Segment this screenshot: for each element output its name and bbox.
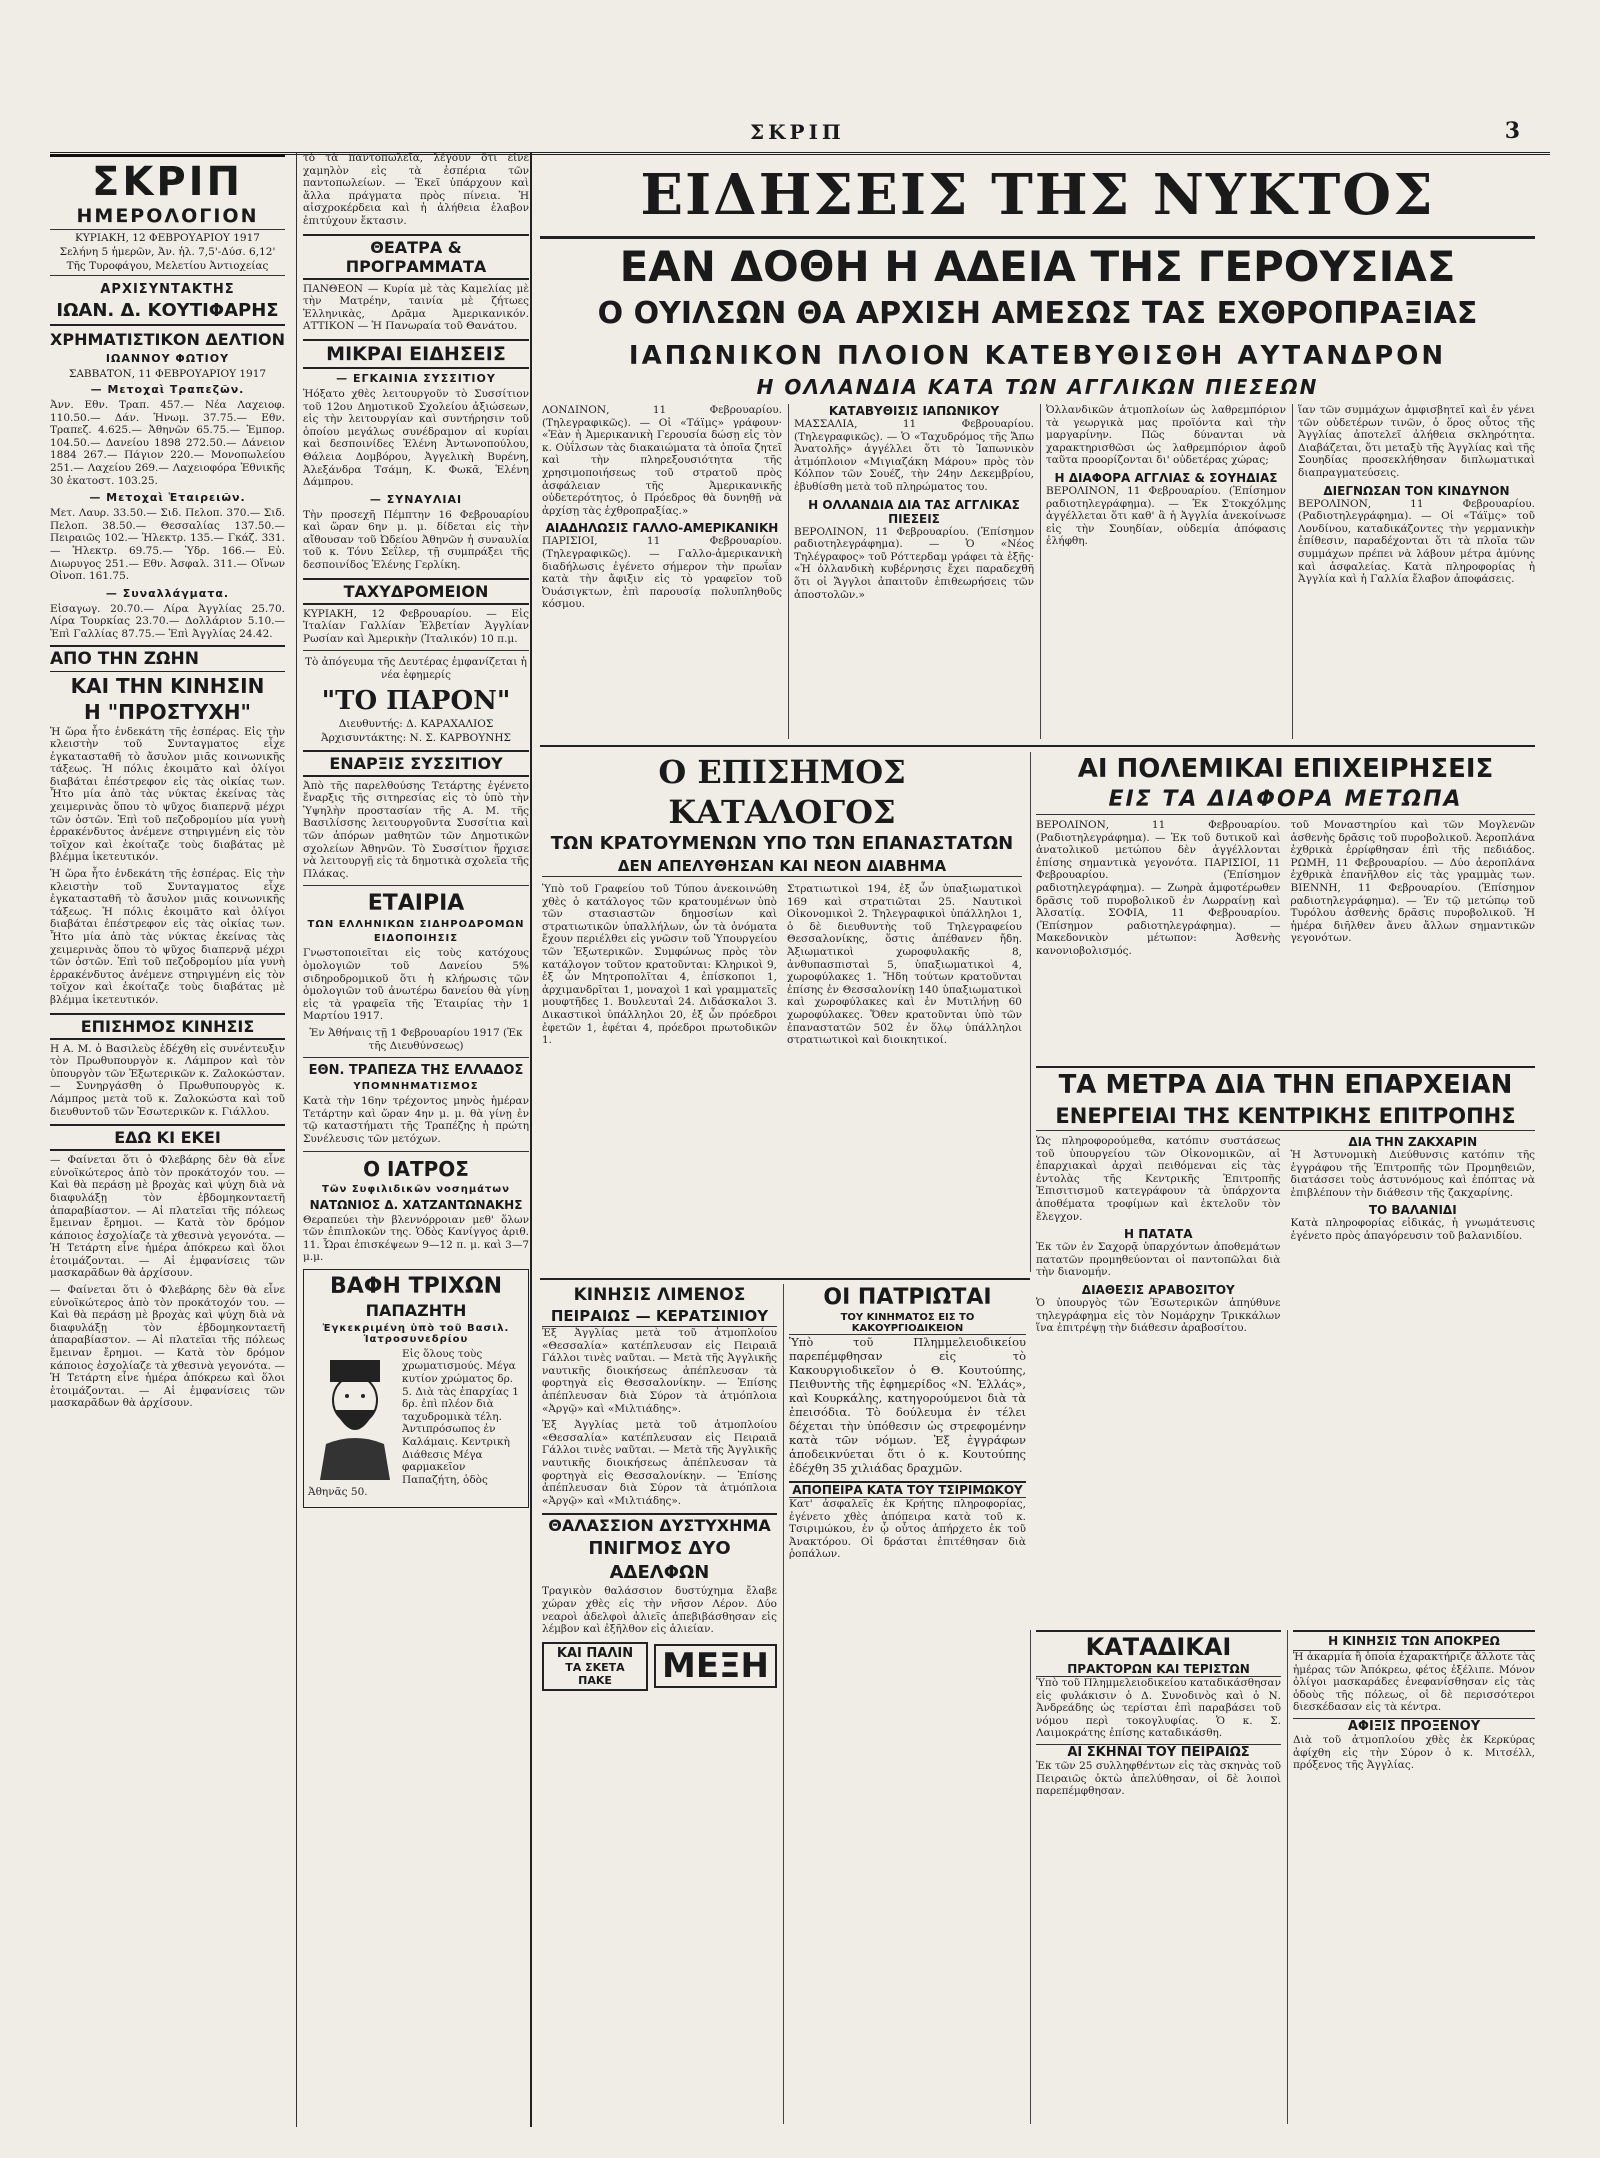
- doctor-name: ΝΑΤΩΝΙΟΣ Δ. ΧΑΤΖΑΝΤΩΝΑΚΗΣ: [309, 1197, 523, 1212]
- stats-sub-banks: — Μετοχαὶ Τραπεζῶν.: [90, 383, 245, 396]
- ad-brand: ΜΕΞΗ: [654, 1644, 777, 1688]
- stats-exchange: Εἰσαγωγ. 20.70.— Λίρα Ἀγγλίας 25.70. Λίρα Τουρκίας 23.70.— Δολλάριον 5.10.— Ἐπὶ Γαλλίας 87.75.— Ἐπὶ Ἀγγλίας 24.42.: [50, 602, 285, 640]
- almanac-saint: Τῆς Τυροφάγου, Μελετίου Ἀντιοχείας: [50, 260, 285, 276]
- stats-title: ΧΡΗΜΑΤΙΣΤΙΚΟΝ ΔΕΛΤΙΟΝ: [50, 330, 285, 349]
- main-banner: ΕΙΔΗΣΕΙΣ ΤΗΣ ΝΥΚΤΟΣ: [640, 162, 1435, 228]
- port-text-2: Ἐξ Ἀγγλίας μετὰ τοῦ ἀτμοπλοίου «Θεσσαλία» κατέπλευσαν εἰς Πειραιᾶ Γάλλοι τινὲς ναῦται. — Μετὰ τῆς Ἀγγλικῆς ναυτικῆς διοικήσεως ἀπέπλευσαν τὰ φορτηγὰ εἰς Θεσσαλονίκην. — Ἐπίσης ἀπέπλευσαν διὰ Σύρον τὰ ἀτμόπλοια «Ἀργῷ» καὶ «Μιλτιάδης».: [542, 1419, 777, 1507]
- concerts-text: Τὴν προσεχῆ Πέμπτην 16 Φεβρουαρίου καὶ ὥραν 6ην μ. μ. δίδεται εἰς τὴν αἴθουσαν τοῦ Ὠδείου Ἀθηνῶν ἡ συναυλία τοῦ κ. Τόνυ Σεΐλερ, τῇ συμπράξει τῆς δεσποινίδος Ἐλένης Γερλίκη.: [303, 508, 529, 572]
- ad-box: [542, 1642, 648, 1691]
- soup-head: ΕΝΑΡΞΙΣ ΣΥΣΣΙΤΙΟΥ: [303, 750, 529, 777]
- war-text-2: τοῦ Μοναστηρίου καὶ τῶν Μογλενῶν ἀσθενὴς δρᾶσις τοῦ πυροβολικοῦ. Ἀεροπλάνα ἐχθρικὰ ἐρρίφθησαν ἐπὶ τῆς πεδιάδος. ΡΩΜΗ, 11 Φεβρουαρίου. — Δύο ἀεροπλάνα ἐχθρικὰ ἐπανῆλθον εἰς τὰς γραμμὰς των. ΒΙΕΝΝΗ, 11 Φεβρουαρίου. (Ἐπίσημον ραδιοτηλεγράφημα). — Ἐν τῷ μετώπῳ τοῦ Τυρόλου ἀσθενὴς δρᾶσις πυροβολικοῦ. Ἡ ἡμέρα διῆλθεν ἄνευ ἄλλων σημαντικῶν γεγονότων.: [1290, 819, 1535, 945]
- provinces-head-1: ΤΑ ΜΕΤΡΑ ΔΙΑ ΤΗΝ ΕΠΑΡΧΕΙΑΝ: [1036, 1066, 1535, 1102]
- stats-banks: Ἀνν. Εθν. Τραπ. 457.— Νέα Λαχειοφ. 110.50.— Δάν. Ἠνωμ. 37.75.— Εθν. Τραπεζ. 4.625.— Ἀθηνῶν 65.75.— Ἐμπορ. 104.50.— Δανείου 1898 272.50.— Δάνειον 1884 267.— Πάγιον 220.— Μονοπωλείου 251.— Λαχείου 269.— Λαχειοφόρα Ἐθνικῆς 30 ἑκατοστ. 103.25.: [50, 399, 285, 487]
- doctor-text: Θεραπεύει τὴν βλεννόρροιαν μεθ' ὅλων τῶν ἐπιπλοκῶν της. Ὁδὸς Κανίγγος ἀριθ. 11. Ὧραι ἐπισκέψεων 9—12 π. μ. καὶ 3—7 μ.μ.: [303, 1213, 529, 1264]
- article-demo-head: ΑΙΑΔΗΛΩΣΙΣ ΓΑΛΛΟ-ΑΜΕΡΙΚΑΝΙΚΗ: [545, 521, 779, 536]
- war-head-1: ΑΙ ΠΟΛΕΜΙΚΑΙ ΕΠΙΧΕΙΡΗΣΕΙΣ: [1077, 754, 1494, 784]
- stats-companies: Μετ. Λαυρ. 33.50.— Σιδ. Πελοπ. 370.— Σιδ. Πελοπ. 38.50.— Θεσσαλίας 137.50.— Πειραιῶς 102.— Ἡλεκτρ. 135.— Γκάζ. 331.— Ἡλεκτρ. 69.75.— Ὑδρ. 166.— Εὐ. Διωρυγος 251.— Εθν. Ἀσφαλ. 311.— Οἴνων Οἰνοπ. 161.75.: [50, 507, 285, 583]
- convictions-head: ΚΑΤΑΔΙΚΑΙ: [1036, 1630, 1281, 1662]
- carnival-head: Η ΚΙΝΗΣΙΣ ΤΩΝ ΑΠΟΚΡΕΩ: [1293, 1630, 1535, 1651]
- article-official-list: [542, 752, 1022, 1272]
- almanac-title: ΣΚΡΙΠ: [50, 154, 285, 203]
- paron-director: Διευθυντής: Δ. ΚΑΡΑΧΑΛΙΟΣ: [338, 717, 494, 730]
- saccharin-text: Ἡ Ἀστυνομικὴ Διεύθυνσις κατόπιν τῆς ἐγγράφου τῆς Ἐπιτροπῆς τῶν Προμηθειῶν, διατάσσει τοὺς ἀστυνόμους καὶ ἐπόπτας νὰ ἐπιβλέπουν τὴν διάθεσιν τῆς ζακχαρίνης.: [1290, 1149, 1535, 1199]
- potato-head: Η ΠΑΤΑΤΑ: [1124, 1227, 1193, 1242]
- article-japan-ship: [794, 404, 1034, 739]
- acorn-head: ΤΟ ΒΑΛΑΝΙΔΙ: [1368, 1203, 1457, 1218]
- ad-line-1: ΚΑΙ ΠΑΛΙΝ: [556, 1645, 634, 1661]
- consul-head: ΑΦΙΞΙΣ ΠΡΟΞΕΝΟΥ: [1293, 1718, 1535, 1734]
- company-text: Γνωστοποιεῖται εἰς τοὺς κατόχους ὁμολογιῶν τοῦ Δανείου 5% σιδηροδρομικοῦ ὅτι ἡ κλήρωσις τῶν ὁμολογιῶν τοῦ ἀνωτέρω δανείου θὰ γίνῃ εἰς τὰ γραφεῖα τῆς Ἑταιρίας τὴν 1 Μαρτίου 1917.: [303, 947, 529, 1023]
- editor-label: ΑΡΧΙΣΥΝΤΑΚΤΗΣ: [100, 282, 235, 297]
- movement-head: ΕΠΙΣΗΜΟΣ ΚΙΝΗΣΙΣ: [50, 1013, 285, 1040]
- article-patriots: [789, 1284, 1026, 2124]
- sea-accident-head-2: ΠΝΙΓΜΟΣ ΔΥΟ ΑΔΕΛΦΩΝ: [588, 1538, 731, 1584]
- article-dutch: [1046, 404, 1286, 739]
- article-japan-text: ΜΑΣΣΑΛΙΑ, 11 Φεβρουαρίου. (Τηλεγραφικῶς). — Ὁ «Ταχυδρόμος τῆς Ἄπω Ἀνατολῆς» ἀγγέλλει ὅτι τὸ Ἰαπωνικὸν ἀτμόπλοιον «Μιγιαζάκη Μάρου» πρὸς τὸν Κόλπον τῶν Σουέζ, τὴν 24ην Δεκεμβρίου, ἐβυθίσθη μετὰ τοῦ πληρώματος του.: [794, 418, 1034, 493]
- piraeus-scenes-head: ΑΙ ΣΚΗΝΑΙ ΤΟΥ ΠΕΙΡΑΙΩΣ: [1036, 1744, 1281, 1760]
- hair-dye-ad: [303, 1269, 529, 1508]
- column-1: [50, 152, 285, 2127]
- acorn-text: Κατὰ πληροφορίας εἰδικάς, ἡ γνωμάτευσις ἐγένετο πρὸς ἀπαγόρευσιν τοῦ βαλανιδίου.: [1290, 1217, 1535, 1242]
- article-danger: [1298, 404, 1535, 739]
- list-head-1: Ο ΕΠΙΣΗΜΟΣ ΚΑΤΑΛΟΓΟΣ: [658, 753, 906, 831]
- war-text-1: ΒΕΡΟΛΙΝΟΝ, 11 Φεβρουαρίου. (Ραδιοτηλεγράφημα). — Ἐκ τοῦ δυτικοῦ καὶ ἀνατολικοῦ μετώπου δὲν ἀγγέλλονται ἐπίσης σημαντικὰ γεγονότα. ΠΑΡΙΣΙΟΙ, 11 Φεβρουαρίου. (Ἐπίσημον ραδιοτηλεγράφημα). — Ζωηρὰ ἀμφοτέρωθεν δρᾶσις τοῦ πυροβολικοῦ ἐν Λωρραίνῃ καὶ Ἀλσατίᾳ. ΣΟΦΙΑ, 11 Φεβρουαρίου. (Ἐπίσημον ραδιοτηλεγράφημα). — Μακεδονικὸν μέτωπον: Ἀσθενὴς κανονιοβολισμός.: [1036, 819, 1281, 957]
- column-rule: [530, 152, 532, 2127]
- portrait-illustration: [312, 1352, 398, 1480]
- ad-line-2: ΤΑ ΣΚΕΤΑ ΠΑΚΕ: [565, 1660, 625, 1687]
- headline-4: Η ΟΛΛΑΝΔΙΑ ΚΑΤΑ ΤΩΝ ΑΓΓΛΙΚΩΝ ΠΙΕΣΕΩΝ: [756, 375, 1319, 399]
- list-text-1: Ὑπὸ τοῦ Γραφείου τοῦ Τύπου ἀνεκοινώθη χθὲς ὁ κατάλογος τῶν κρατουμένων ὑπὸ τῶν στασιαστῶν δημοσίων καὶ στρατιωτικῶν ὑπαλλήλων, ὧν τὰ ὀνόματα ἔχουν περιέλθει εἰς γνῶσιν τοῦ Ὑπουργείου τῶν Ἐξωτερικῶν. Συμφώνως πρὸς τὸν κατάλογον τοῦτον κρατοῦνται: Κληρικοὶ 9, ἐξ ὧν Μητροπολῖται 4, ἐπίσκοποι 1, ἀρχιμανδρῖται 1, μοναχοὶ 1 καὶ γραμματεῖς μουφτῆδες 1. Βουλευταὶ 24. Διδάσκαλοι 3. Δικαστικοὶ ὑπάλληλοι 20, ἐξ ὧν πρόεδροι ἐφετῶν 1, ἐφέται 4, πρόεδροι πρωτοδικῶν 1.: [542, 883, 777, 1047]
- post-head: ΤΑΧΥΔΡΟΜΕΙΟΝ: [303, 578, 529, 605]
- article-dutch-text: Ὀλλανδικῶν ἀτμοπλοίων ὡς λαθρεμπόριον τὰ γεωργικὰ μας προϊόντα καὶ τὴν μαργαρίνην. Πῶς δύνανται νὰ χαρακτηρισθῶσι ὡς λαθρεμπόριον ἀφοῦ ταῦτα προορίζονται δι' οὐδετέρας χώρας;: [1046, 404, 1286, 467]
- article-danger-intro: ἵαν τῶν συμμάχων ἀμφισβητεῖ καὶ ἐν γένει τῶν οὐδετέρων τινῶν, ὁ ὅρος οὗτος τῆς Ἀγγλίας ἀποτελεῖ ἀλήθεια σκληρότητα. Διαβάζεται, ὅτι μεταξὺ τῆς Ἀγγλίας καὶ τῆς Σουηδίας προσεκλήθησαν διπλωματικαὶ διαπραγματεύσεις.: [1298, 404, 1535, 479]
- article-war: [1036, 752, 1535, 1062]
- corn-head: ΔΙΑΘΕΣΙΣ ΑΡΑΒΟΣΙΤΟΥ: [1081, 1282, 1235, 1297]
- article-holland-head: Η ΟΛΛΑΝΔΙΑ ΔΙΑ ΤΑΣ ΑΓΓΛΙΚΑΣ ΠΙΕΣΕΙΣ: [808, 497, 1020, 526]
- hair-dye-sub: Ἐγκεκριμένη ὑπὸ τοῦ Βασιλ. Ἰατροσυνεδρίου: [322, 1322, 510, 1345]
- list-head-2: ΤΩΝ ΚΡΑΤΟΥΜΕΝΩΝ ΥΠΟ ΤΩΝ ΕΠΑΝΑΣΤΑΤΩΝ: [550, 833, 1014, 854]
- stats-by: ΙΩΑΝΝΟΥ ΦΩΤΙΟΥ: [105, 352, 230, 365]
- almanac-moon: Σελήνη 5 ἡμερῶν, Ἀν. ἡλ. 7,5'-Δύσ. 6,12': [59, 246, 276, 258]
- convictions-text: Ὑπὸ τοῦ Πλημμελειοδικείου καταδικάσθησαν εἰς φυλάκισιν ὁ Δ. Συνοδινὸς καὶ ὁ Ν. Ἀνδρεάδης ὡς τερίσται ἐπὶ παραβάσει τοῦ νόμου περὶ τοκογλυφίας. Ὁ κ. Σ. Λαιμοκράτης ἐπίσης καταδικάσθη.: [1036, 1677, 1281, 1740]
- running-header: [50, 112, 1550, 155]
- port-head-1: ΚΙΝΗΣΙΣ ΛΙΜΕΝΟΣ: [573, 1285, 746, 1305]
- company-head: ΕΤΑΙΡΙΑ: [367, 891, 465, 917]
- article-sweden-head: Η ΔΙΑΦΟΡΑ ΑΓΓΛΙΑΣ & ΣΟΥΗΔΙΑΣ: [1054, 470, 1278, 485]
- life-text-continued: Ἡ ὥρα ἦτο ἐνδεκάτη τῆς ἑσπέρας. Εἰς τὴν κλειστὴν τοῦ Συνταγματος εἶχε ἐγκατασταθῆ τὸ ἄσυλον μιᾶς κοινωνικῆς τάξεως. Ἡ πόλις ἐκοιμᾶτο καὶ ὁλίγοι διαβάται ἐπέστρεφον εἰς τὰς οἰκίας των. Ἦτο μία ἀπὸ τὰς νύκτας ἐκείνας τὰς χειμερινὰς ὅπου τὸ ψῦχος διαπερνᾷ μέχρι τῶν ὀστῶν. Ἐπὶ τοῦ πεζοδρομίου μία γυνὴ ἐρρακένδυτος ἀνέμενε στηριγμένη εἰς τὸν τοῖχον καὶ ἐκοίταζε τοὺς διαβάτας μὲ βλέμμα ἱκετευτικόν.: [50, 868, 285, 1006]
- small-news-sub: — ΕΓΚΑΙΝΙΑ ΣΥΣΣΙΤΙΟΥ: [336, 371, 496, 385]
- consul-text: Διὰ τοῦ ἀτμοπλοίου χθὲς ἐκ Κερκύρας ἀφίχθη εἰς τὴν Σύρον ὁ κ. Μιτσέλλ, πρόξενος τῆς Ἀγγλίας.: [1293, 1733, 1535, 1772]
- attempt-head: ΑΠΟΠΕΙΡΑ ΚΑΤΑ ΤΟΥ ΤΣΙΡΙΜΩΚΟΥ: [789, 1481, 1026, 1498]
- hair-dye-head: ΒΑΦΗ ΤΡΙΧΩΝ: [330, 1273, 502, 1299]
- port-head-2: ΠΕΙΡΑΙΩΣ — ΚΕΡΑΤΣΙΝΙΟΥ: [542, 1306, 777, 1327]
- stats-sub-exchange: — Συναλλάγματα.: [105, 586, 230, 600]
- list-text-2: Στρατιωτικοὶ 194, ἐξ ὧν ὑπαξιωματικοὶ 169 καὶ στρατιῶται 25. Ναυτικοὶ Οἰκονομικοὶ 2. Τηλεγραφικοὶ ὑπάλληλοι 1, ὁ δὲ διευθυντὴς τοῦ Τηλεγραφείου Θεσσαλονίκης, ὅστις ἀπέθανεν ἤδη. Ἀξιωματικοὶ χωροφυλακῆς 8, ἀνθυπασπισταὶ 5, ὑπαξιωματικοὶ 4, χωροφύλακες 1. Ἤδη τούτων κρατοῦνται ἐπίσης ἐν Θεσσαλονίκῃ 140 ὑπαξιωματικοὶ καὶ χωροφύλακες καὶ ἐν Μυτιλήνῃ 60 χωροφύλακες. Ὅθεν κρατοῦνται ὑπὸ τῶν ἐπαναστατῶν 502 ἐν ὅλῳ ὑπάλληλοι στρατιωτικοὶ καὶ διοικητικοί.: [787, 883, 1022, 1047]
- article-port: [542, 1284, 777, 2124]
- company-sign: Ἐν Ἀθήναις τῇ 1 Φεβρουαρίου 1917 (Ἐκ τῆς Διευθύνσεως): [309, 1026, 523, 1052]
- saccharin-head: ΔΙΑ ΤΗΝ ΖΑΚΧΑΡΙΝ: [1348, 1135, 1478, 1149]
- programs-head: ΘΕΑΤΡΑ & ΠΡΟΓΡΑΜΜΑΤΑ: [303, 234, 529, 280]
- war-head-2: ΕΙΣ ΤΑ ΔΙΑΦΟΡΑ ΜΕΤΩΠΑ: [1036, 786, 1535, 815]
- small-news-head: ΜΙΚΡΑΙ ΕΙΔΗΣΕΙΣ: [303, 339, 529, 369]
- paron-intro: Τὸ ἀπόγευμα τῆς Δευτέρας ἐμφανίζεται ἡ νέα ἐφημερίς: [305, 656, 527, 682]
- here-there-head: ΕΔΩ ΚΙ ΕΚΕΙ: [50, 1124, 285, 1151]
- port-text: Ἐξ Ἀγγλίας μετὰ τοῦ ἀτμοπλοίου «Θεσσαλία» κατέπλευσαν εἰς Πειραιᾶ Γάλλοι τινὲς ναῦται. — Μετὰ τῆς Ἀγγλικῆς ναυτικῆς διοικήσεως ἀπέπλευσαν τὰ φορτηγὰ εἰς Θεσσαλονίκην. — Ἐπίσης ἀπέπλευσαν διὰ Σύρον τὰ ἀτμόπλοια «Ἀργῷ» καὶ «Μιλτιάδης».: [542, 1327, 777, 1415]
- company-sub: ΤΩΝ ΕΛΛΗΝΙΚΩΝ ΣΙΔΗΡΟΔΡΟΜΩΝ: [307, 919, 525, 931]
- convictions-sub: ΠΡΑΚΤΟΡΩΝ ΚΑΙ ΤΕΡΙΣΤΩΝ: [1036, 1662, 1281, 1677]
- doctor-sub: Τῶν Συφιλιδικῶν νοσημάτων: [322, 1183, 510, 1195]
- editor-name: ΙΩΑΝ. Δ. ΚΟΥΤΙΦΑΡΗΣ: [50, 300, 285, 326]
- life-text: Ἡ ὥρα ἦτο ἐνδεκάτη τῆς ἑσπέρας. Εἰς τὴν κλειστὴν τοῦ Συνταγματος εἶχε ἐγκατασταθῆ τὸ ἄσυλον μιᾶς κοινωνικῆς τάξεως. Ἡ πόλις ἐκοιμᾶτο καὶ ὁλίγοι διαβάται ἐπέστρεφον εἰς τὰς οἰκίας των. Ἦτο μία ἀπὸ τὰς νύκτας ἐκείνας τὰς χειμερινὰς ὅπου τὸ ψῦχος διαπερνᾷ μέχρι τῶν ὀστῶν. Ἐπὶ τοῦ πεζοδρομίου μία γυνὴ ἐρρακένδυτος ἀνέμενε στηριγμένη εἰς τὸν τοῖχον καὶ ἐκοίταζε τοὺς διαβάτας μὲ βλέμμα ἱκετευτικόν.: [50, 725, 285, 864]
- article-danger-text: ΒΕΡΟΛΙΝΟΝ, 11 Φεβρουαρίου. (Ραδιοτηλεγράφημα). — Οἱ «Τάϊμς» τοῦ Λονδίνου, καταδικάζοντες τὴν γερμανικὴν ἐπίθεσιν, παραδέχονται ὅτι τὰ πλοῖα τῶν συμμάχων πρέπει νὰ λάβουν μέτρα ἀμύνης καὶ ἀσφαλείας. Κατὰ πληροφορίας ἡ Ἀγγλία καὶ ἡ Γαλλία ἔλαβον ἀποφάσεις.: [1298, 497, 1535, 586]
- patriots-sub: ΤΟΥ ΚΙΝΗΜΑΤΟΣ ΕΙΣ ΤΟ ΚΑΚΟΥΡΓΙΟΔΙΚΕΙΟΝ: [789, 1312, 1026, 1335]
- provinces-text: Ὡς πληροφορούμεθα, κατόπιν συστάσεως τοῦ ὑπουργείου τῶν Οἰκονομικῶν, αἱ ἐπαρχιακαὶ ἀρχαὶ πειθόμεναι εἰς τὰς ἐντολὰς τῆς Κεντρικῆς Ἐπιτροπῆς Ἐπισιτισμοῦ κατεγράφουν τὰ ὑπάρχοντα ἀποθέματα τροφίμων καὶ ἐκτελοῦν τὸν ἔλεγχον.: [1036, 1135, 1281, 1223]
- almanac-subtitle: ΗΜΕΡΟΛΟΓΙΟΝ: [76, 205, 259, 227]
- life-title: ΚΑΙ ΤΗΝ ΚΙΝΗΣΙΝ: [70, 673, 265, 698]
- hair-dye-text: Εἰς ὅλους τοὺς χρωματισμούς. Μέγα κυτίον χρώματος δρ. 5. Διὰ τὰς ἐπαρχίας 1 δρ. ἐπὶ πλέον διὰ ταχυδρομικὰ τέλη. Ἀντιπρόσωπος ἐν Καλάμαις. Κεντρικὴ Διάθεσις Μέγα φαρμακεῖον Παπαζήτη, ὁδὸς Ἀθηνᾶς 50.: [308, 1347, 519, 1499]
- almanac-date: ΚΥΡΙΑΚΗ, 12 ΦΕΒΡΟΥΑΡΙΟΥ 1917: [50, 229, 285, 244]
- post-text: ΚΥΡΙΑΚΗ, 12 Φεβρουαρίου. — Εἰς Ἰταλίαν Γαλλίαν Ἑλβετίαν Ἀγγλίαν Ρωσίαν καὶ Ἀμερικὴν (Ἰταλικόν) 10 π.μ.: [303, 607, 529, 645]
- paper-name: ΣΚΡΙΠ: [750, 120, 845, 144]
- company-notice: ΕΙΔΟΠΟΙΗΣΙΣ: [373, 933, 459, 945]
- patriots-text: Ὑπὸ τοῦ Πλημμελειοδικείου παρεπέμφθησαν εἰς τὸ Κακουργιοδικεῖον ὁ Θ. Κουτούπης, Πειθυντὴς τῆς ἐφημερίδος «Ν. Ἑλλάς», καὶ Κουρκάλης, κατηγορούμενοι διὰ τὰ ἐπεισόδια. Τὸ δούλευμα ἐν τέλει δέχεται τὴν ὑπόθεσιν ὡς στρεφομένην κατὰ τῶν νόμων. Ἐξ ἐγγράφων ἀποδεικνύεται ὅτι ὁ κ. Κουτούπης ἐδέχθη 35 χιλιάδας δραχμῶν.: [789, 1335, 1026, 1475]
- attempt-text: Κατ' ἀσφαλεῖς ἐκ Κρήτης πληροφορίας, ἐγένετο χθὲς ἀπόπειρα κατὰ τοῦ κ. Τσιριμώκου, ἐν ᾧ οὗτος ἀπήρχετο ἐκ τοῦ Ἀνακτόρου. Οἱ δράσται ἐπιτέθησαν διὰ ῥοπάλων.: [789, 1498, 1026, 1561]
- doctor-head: Ο ΙΑΤΡΟΣ: [363, 1156, 469, 1181]
- paron-editor: Ἀρχισυντάκτης: Ν. Σ. ΚΑΡΒΟΥΝΗΣ: [321, 731, 511, 744]
- life-subtitle: Η "ΠΡΟΣΤΥΧΗ": [84, 699, 251, 724]
- headline-1: ΕΑΝ ΔΟΘΗ Η ΑΔΕΙΑ ΤΗΣ ΓΕΡΟΥΣΙΑΣ: [619, 242, 1456, 291]
- here-there-text-2: — Φαίνεται ὅτι ὁ Φλεβάρης δὲν θὰ εἶνε εὐνοϊκώτερος ἀπὸ τὸν προκάτοχόν του. — Καὶ θὰ περάσῃ μὲ βροχὰς καὶ ψύχη διὰ νὰ διαφυλάξῃ τὸν ἑβδομηκονταετῆ ἀπαραβίαστον. — Αἱ πλατεῖαι τῆς πόλεως ἔμειναν ἔρημοι. — Κατὰ τὸν δρόμον κάποιος ἐσχολίαζε τὰ χθεσινὰ γεγονότα. — Ἡ Τετάρτη εἶνε ἡμέρα ἀπόκρεω καὶ ὅλοι ἑτοιμάζονται. — Αἱ ἐμφανίσεις τῶν μασκαρᾶδων θὰ ἀρχίσουν.: [50, 1284, 285, 1410]
- here-there-text: — Φαίνεται ὅτι ὁ Φλεβάρης δὲν θὰ εἶνε εὐνοϊκώτερος ἀπὸ τὸν προκάτοχόν του. — Καὶ θὰ περάσῃ μὲ βροχὰς καὶ ψύχη διὰ νὰ διαφυλάξῃ τὸν ἑβδομηκονταετῆ ἀπαραβίαστον. — Αἱ πλατεῖαι τῆς πόλεως ἔμειναν ἔρημοι. — Κατὰ τὸν δρόμον κάποιος ἐσχολίαζε τὰ χθεσινὰ γεγονότα. — Ἡ Τετάρτη εἶνε ἡμέρα ἀπόκρεω καὶ ὅλοι ἑτοιμάζονται. — Αἱ ἐμφανίσεις τῶν μασκαρᾶδων θὰ ἀρχίσουν.: [50, 1154, 285, 1280]
- article-wilson: [542, 404, 782, 739]
- piraeus-scenes-text: Ἐκ τῶν 25 συλληφθέντων εἰς τὰς σκηνὰς τοῦ Πειραιῶς ὀκτὼ ἀπελύθησαν, οἱ δὲ λοιποὶ παρεπέμφθησαν.: [1036, 1759, 1281, 1798]
- paron-title: "ΤΟ ΠΑΡΟΝ": [321, 685, 511, 716]
- article-demo-text: ΠΑΡΙΣΙΟΙ, 11 Φεβρουαρίου. (Τηλεγραφικῶς). — Γαλλο-ἀμερικανικὴ διαδήλωσις ἐγένετο σήμερον τὴν πρωΐαν κατὰ τὴν ἄφιξιν εἰς τὸ γραφεῖον τοῦ Ὀυάσιγκτων, ἐπὶ παρουσίᾳ πολυπληθοῦς κόσμου.: [542, 535, 782, 611]
- bank-sub: ΥΠΟΜΝΗΜΑΤΙΣΜΟΣ: [353, 1081, 479, 1093]
- intro-text: τὸ τὰ παντοπωλεῖα, λέγουν ὅτι εἶνε χαμηλὸν εἰς τὰ ἑσπέρια τῶν παντοπωλείων. — Ἐκεῖ ὑπάρχουν καὶ ἄλλα πράγματα πρὸς πίνεια. Ἡ αἰσχροκέρδεια καὶ ἡ ἀλήθεια ἐλαβον ἐπιτύχουν ἔκτασιν.: [303, 152, 529, 227]
- page-number: 3: [1504, 118, 1520, 144]
- movement-text: Η Α. Μ. ὁ Βασιλεὺς ἐδέχθη εἰς συνέντευξιν τὸν Πρωθυπουργὸν κ. Λάμπρον καὶ τὸν ὑπουργὸν τῶν Ἐξωτερικῶν κ. Ζαλοκώσταν. — Συνηργάσθη ὁ Πρωθυπουργὸς κ. Λάμπρος μετὰ τοῦ κ. Ζαλοκώστα καὶ τοῦ διευθυντοῦ τῶν Ἐσωτερικῶν κ. Γιάλλου.: [50, 1042, 285, 1118]
- article-sweden-text: ΒΕΡΟΛΙΝΟΝ, 11 Φεβρουαρίου. (Ἐπίσημον ραδιοτηλεγράφημα). — Ἐκ Στοκχόλμης ἀγγέλλεται ὅτι καθ' ἃ ἡ Ἀγγλία ἀνεκοίνωσε εἰς τὴν Σουηδίαν, οὐδεμία ἀπόφασις ἐλήφθη.: [1046, 484, 1286, 548]
- provinces-head-2: ΕΝΕΡΓΕΙΑΙ ΤΗΣ ΚΕΝΤΡΙΚΗΣ ΕΠΙΤΡΟΠΗΣ: [1036, 1102, 1535, 1131]
- article-provinces: [1036, 1066, 1535, 1626]
- programs-text: ΠΑΝΘΕΟΝ — Κυρία μὲ τὰς Καμελίας μὲ τὴν Ματρέην, ταινία μὲ ζήτωες Ἑλληνικὰς, Δρᾶμα Ἀμερικανικόν. ΑΤΤΙΚΟΝ — Ἡ Πανωραία τοῦ Θανάτου.: [303, 282, 529, 333]
- small-news-text: Ἡόξατο χθὲς λειτουργοῦν τὸ Συσσίτιον τοῦ 12ου Δημοτικοῦ Σχολείου ἀξιώσεων, εἰς τὴν λειτουργίαν καὶ συντήρησιν τοῦ ὁποίου μεγάλως συνέδραμον αἱ κυρίαι καὶ δεσποινίδες Ἑλένη Ἀντωνοπούλου, Θάλεια Δομβόρου, Ἀγγελικὴ Βυρένη, Ἀλεξάνδρα Τσάμη, Κ. Φωκᾶ, Ἑλένη Δάμπρου.: [303, 387, 529, 489]
- carnival-text: Ἡ ἀκαρμία ἢ ὁποία ἐχαρακτήριζε ἄλλοτε τὰς ἡμέρας τῶν Ἀπόκρεω, φέτος ἐξέλιπε. Μόνον ὀλίγοι μασκαράδες ἐνεφανίσθησαν εἰς τὰς ὁδοὺς τῆς πόλεως, οἱ δὲ περισσότεροι διεσκέδασαν εἰς τὰ κέντρα.: [1293, 1651, 1535, 1714]
- bank-head: ΕΘΝ. ΤΡΑΠΕΖΑ ΤΗΣ ΕΛΛΑΔΟΣ: [308, 1063, 524, 1079]
- corn-text: Ὁ ὑπουργὸς τῶν Ἐσωτερικῶν ἀπηύθυνε τηλεγράφημα εἰς τὸν Νομάρχην Τρικκάλων ἵνα ἐπιτρέψῃ τὴν διάθεσιν ἀραβοσίτου.: [1036, 1296, 1281, 1335]
- concerts-sub: — ΣΥΝΑΥΛΙΑΙ: [369, 492, 463, 506]
- sea-accident-head: ΘΑΛΑΣΣΙΟΝ ΔΥΣΤΥΧΗΜΑ: [542, 1513, 777, 1537]
- list-head-3: ΔΕΝ ΑΠΕΛΥΘΗΣΑΝ ΚΑΙ ΝΕΟΝ ΔΙΑΒΗΜΑ: [542, 856, 1022, 877]
- sea-accident-text: Τραγικὸν θαλάσσιον δυστύχημα ἔλαβε χώραν χθὲς εἰς τὴν νῆσον Λέρον. Δύο νεαροὶ ἀδελφοὶ ἁλιεῖς ἀπεβιβάσθησαν εἰς λέμβον καὶ ἐξῆλθον εἰς ἁλιείαν.: [542, 1585, 777, 1636]
- soup-text: Ἀπὸ τῆς παρελθούσης Τετάρτης ἐγένετο ἔναρξις τῆς σιτηρεσίας εἰς τὸ ὑπὸ τὴν Ὑψηλὴν προστασίαν τῆς Α. Μ. τῆς Βασιλίσσης λειτουργοῦντα Συσσίτια καὶ τῶν ἀπόρων μαθητῶν τῶν Δημοτικῶν σχολείων Ἀθηνῶν. Τὸ Συσσίτιον ἤρχισε νὰ λειτουργῇ εἰς τὰ δημοτικὰ σχολεῖα τῆς Πλάκας.: [303, 779, 529, 880]
- life-section-head: ΑΠΟ ΤΗΝ ΖΩΗΝ: [50, 645, 285, 672]
- column-2: [296, 152, 529, 2127]
- headline-2: Ο ΟΥΙΛΣΩΝ ΘΑ ΑΡΧΙΣΗ ΑΜΕΣΩΣ ΤΑΣ ΕΧΘΡΟΠΡΑΞΙΑΣ: [597, 296, 1478, 331]
- bank-text: Κατὰ τὴν 16ην τρέχοντος μηνὸς ἡμέραν Τετάρτην καὶ ὥραν 4ην μ. μ. θὰ γίνῃ ἐν τῷ καταστήματι τῆς Τραπέζης ἡ πρώτη Συνέλευσις τῶν μετόχων.: [303, 1095, 529, 1145]
- article-carnival: [1293, 1630, 1535, 2124]
- hair-dye-name: ΠΑΠΑΖΗΤΗ: [365, 1300, 467, 1320]
- stats-date: ΣΑΒΒΑΤΟΝ, 11 ΦΕΒΡΟΥΑΡΙΟΥ 1917: [68, 368, 267, 380]
- article-danger-head: ΔΙΕΓΝΩΣΑΝ ΤΟΝ ΚΙΝΔΥΝΟΝ: [1323, 483, 1510, 498]
- potato-text: Ἐκ τῶν ἐν Σαχορᾷ ὑπαρχόντων ἀποθεμάτων πατατῶν προμηθεύονται οἱ παντοπῶλαι διὰ τὴν διανομήν.: [1036, 1241, 1281, 1279]
- stats-sub-companies: — Μετοχαὶ Ἑταιρειῶν.: [89, 491, 246, 505]
- article-wilson-text: ΛΟΝΔΙΝΟΝ, 11 Φεβρουαρίου. (Τηλεγραφικῶς). — Οἱ «Τάϊμς» γράφουν· «Ἐὰν ἡ Ἀμερικανικὴ Γερουσία δώσῃ εἰς τὸν κ. Οὐΐλσων τὰς διακαιώματα τὰ ὁποῖα ζητεῖ καὶ τὴν πληρεξουσιότητα τῆς χρησιμοποιήσεως τοῦ στρατοῦ πρὸς ἀσφάλειαν τῆς Ἀμερικανικῆς οὐδετερότητος, ὁ Πρόεδρος θὰ δυνηθῇ νὰ ἀρχίσῃ τὰς ἐχθροπραξίας.»: [542, 404, 782, 517]
- article-convictions: [1036, 1630, 1281, 2124]
- patriots-head: ΟΙ ΠΑΤΡΙΩΤΑΙ: [823, 1285, 992, 1310]
- article-holland-text: ΒΕΡΟΛΙΝΟΝ, 11 Φεβρουαρίου. (Ἐπίσημον ραδιοτηλεγράφημα). — Ὁ «Νέος Τηλέγραφος» τοῦ Ρόττερδαμ γράφει τὰ ἑξῆς· «Ἡ ὀλλανδικὴ κυβέρνησις ἔχει παραδεχθῆ ὅτι οἱ Ἄγγλοι ἀπαιτοῦν ἐπιθεωρήσεις τῶν ἀποστολῶν.»: [794, 525, 1034, 601]
- headline-3: ΙΑΠΩΝΙΚΟΝ ΠΛΟΙΟΝ ΚΑΤΕΒΥΘΙΣΘΗ ΑΥΤΑΝΔΡΟΝ: [628, 341, 1447, 371]
- article-japan-head: ΚΑΤΑΒΥΘΙΣΙΣ ΙΑΠΩΝΙΚΟΥ: [828, 404, 1000, 418]
